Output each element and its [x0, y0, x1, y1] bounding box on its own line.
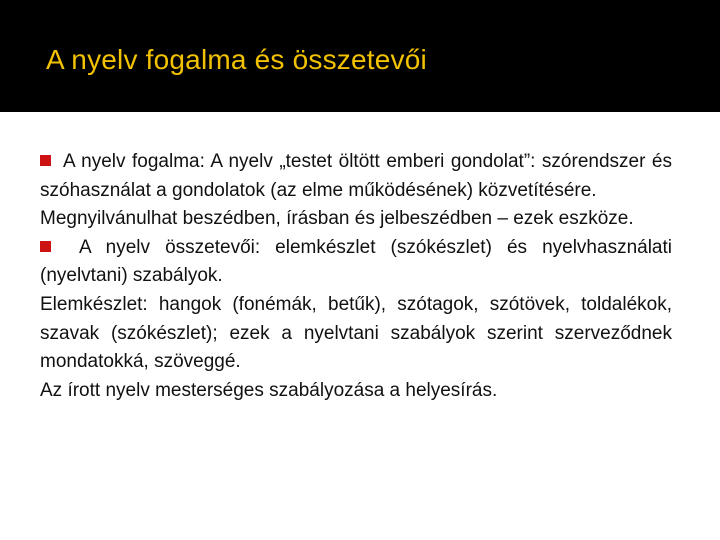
paragraph-text: Elemkészlet: hangok (fonémák, betűk), szótagok, szótövek, toldalékok, szavak (szókészlet); ezek a nyelvtani szabályok szerint szerveződnek mondatokká, szöveggé.: [40, 293, 672, 373]
paragraph-text: A nyelv összetevői: elemkészlet (szókészlet) és nyelvhasználati (nyelvtani) szabályok.: [40, 236, 672, 287]
bullet-square-icon: [40, 241, 51, 252]
paragraph-text: Megnyilvánulhat beszédben, írásban és jelbeszédben – ezek eszköze.: [40, 208, 634, 230]
paragraph-text: A nyelv fogalma: A nyelv „testet öltött emberi gondolat”: szórendszer és szóhasználat a gondolatok (az elme működésének) közvetítésére.: [40, 151, 672, 201]
paragraph-components: [40, 234, 672, 291]
slide-title: A nyelv fogalma és összetevői: [46, 44, 427, 75]
paragraph-elements: [40, 291, 672, 377]
bullet-square-icon: [40, 155, 51, 166]
slide-body: [40, 148, 672, 405]
paragraph-orthography: [40, 377, 672, 406]
paragraph-definition: [40, 148, 672, 205]
title-bar: [0, 0, 720, 112]
paragraph-text: Az írott nyelv mesterséges szabályozása a helyesírás.: [40, 379, 498, 401]
paragraph-manifestation: [40, 205, 672, 234]
